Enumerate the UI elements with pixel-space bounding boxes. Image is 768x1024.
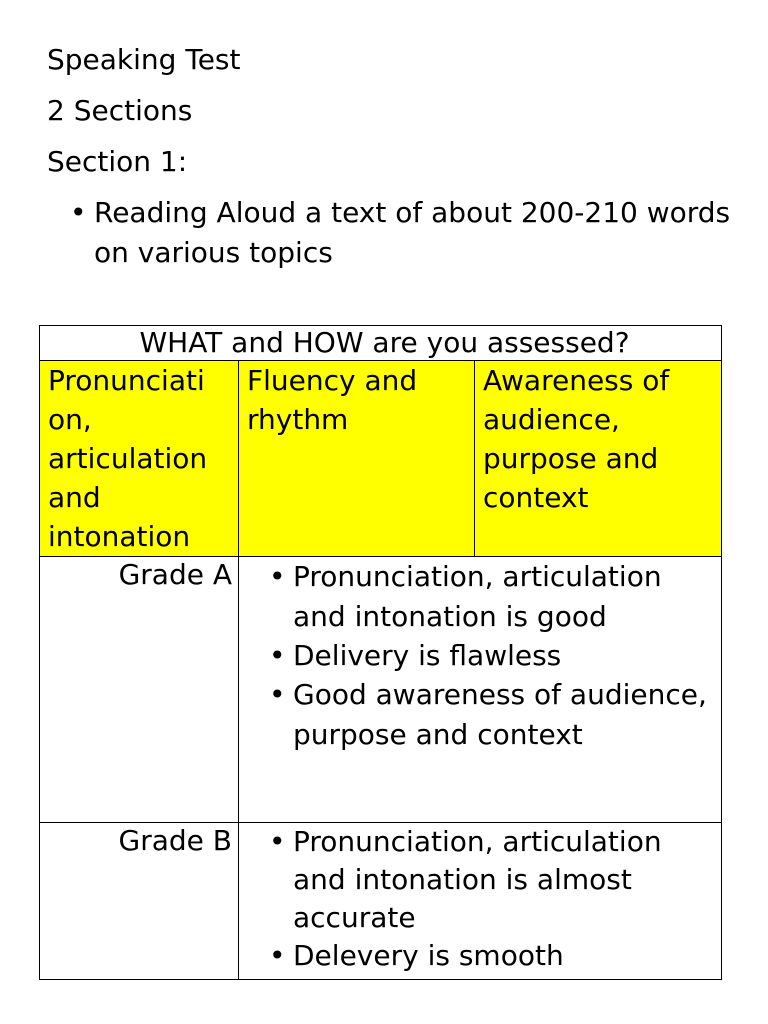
list-item-text: Good awareness of audience, purpose and context xyxy=(293,678,707,751)
bullet-icon: • xyxy=(269,825,286,858)
list-item xyxy=(269,823,721,937)
section-heading: Section 1: xyxy=(47,145,188,178)
criteria-awareness: Awareness of audience, purpose and context xyxy=(475,361,722,557)
criteria-row xyxy=(40,361,722,557)
criteria-pronunciation: Pronunciati on, articulation and intonation xyxy=(40,361,239,557)
list-item-text: Delevery is smooth xyxy=(293,939,564,972)
list-item-text: Pronunciation, articulation and intonation is almost accurate xyxy=(293,825,662,934)
bullet-icon: • xyxy=(269,639,286,672)
document xyxy=(47,40,737,273)
table-heading: WHAT and HOW are you assessed? xyxy=(40,326,722,361)
list-item-text: Delivery is flawless xyxy=(293,639,562,672)
table-heading-row xyxy=(40,326,722,361)
grade-descriptors xyxy=(239,557,722,823)
list-item xyxy=(269,937,721,975)
list-item xyxy=(269,637,721,675)
bullet-icon: • xyxy=(269,560,286,593)
bullet-icon: • xyxy=(269,939,286,972)
intro-bullet-list xyxy=(70,193,737,273)
table-row xyxy=(40,823,722,980)
grade-b-list xyxy=(247,823,721,975)
sections-count: 2 Sections xyxy=(47,94,193,127)
grade-descriptors xyxy=(239,823,722,980)
table-row xyxy=(40,557,722,823)
criteria-fluency: Fluency and rhythm xyxy=(239,361,475,557)
list-item xyxy=(269,675,721,755)
bullet-icon: • xyxy=(269,678,286,711)
bullet-icon: • xyxy=(70,196,87,229)
grade-label: Grade B xyxy=(40,823,239,980)
grade-a-list xyxy=(247,557,721,755)
grade-label: Grade A xyxy=(40,557,239,823)
list-item-text: Reading Aloud a text of about 200-210 words on various topics xyxy=(94,196,731,269)
page-title: Speaking Test xyxy=(47,43,241,76)
assessment-table xyxy=(39,325,722,980)
list-item-text: Pronunciation, articulation and intonation is good xyxy=(293,560,662,633)
list-item xyxy=(70,193,737,273)
list-item xyxy=(269,557,721,637)
